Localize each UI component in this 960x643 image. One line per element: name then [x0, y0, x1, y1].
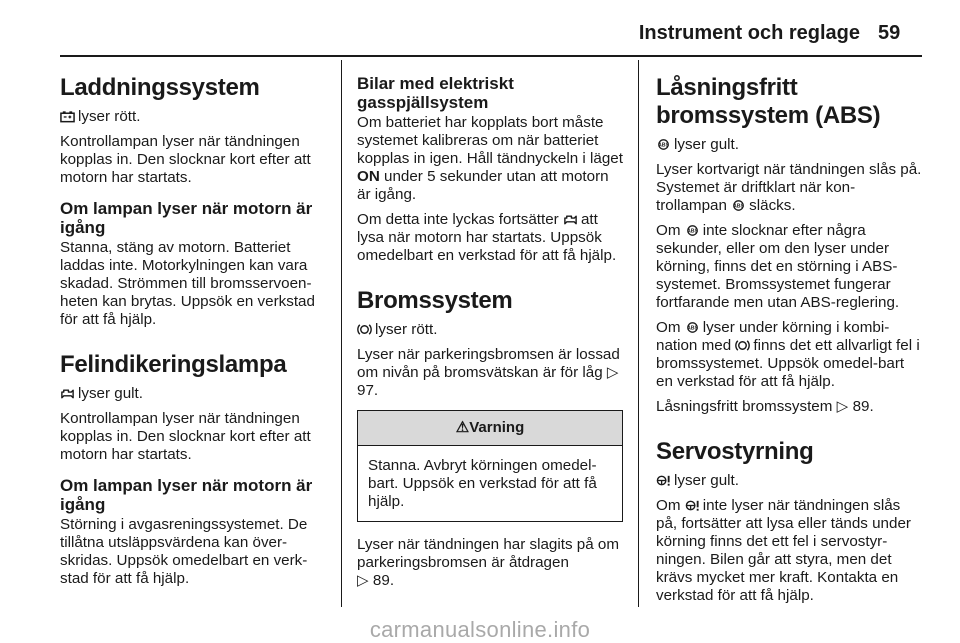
text: lyser gult.	[674, 136, 739, 153]
column-divider-2	[638, 60, 639, 607]
text: finns det ett allvarligt fel i bromssystemet. Uppsök omedel-bart en verkstad för att få hjälp.	[656, 337, 920, 390]
warning-triangle-icon: ⚠	[455, 419, 470, 436]
column-3	[656, 74, 924, 612]
text: släcks.	[749, 197, 796, 214]
paragraph: Störning i avgasreningssystemet. De tillåtna utsläppsvärdena kan över-skridas. Uppsök omedelbart en verk-stad för att få hjälp.	[60, 516, 308, 587]
reference-arrow-icon: ▷	[836, 398, 849, 415]
warning-header	[358, 411, 622, 446]
paragraph	[656, 398, 924, 416]
steering-icon	[656, 474, 671, 487]
text: Om	[656, 497, 681, 514]
abs-icon	[656, 138, 671, 151]
warning-text: Stanna. Avbryt körningen omedel-bart. Uppsök en verkstad för att få hjälp.	[368, 457, 597, 510]
heading-charging-system: Laddningssystem	[60, 74, 260, 101]
watermark: carmanualsonline.info	[369, 617, 591, 642]
svg-text:ABS: ABS	[686, 228, 698, 235]
heading-malfunction-lamp: Felindikeringslampa	[60, 351, 287, 378]
paragraph: Kontrollampan lyser när tändningen kopplas in. Den slocknar kort efter att motorn har startats.	[60, 410, 311, 463]
paragraph	[656, 136, 924, 154]
text: Lyser när parkeringsbromsen är lossad om nivån på bromsvätskan är för låg	[357, 346, 620, 381]
svg-text:ABS: ABS	[733, 203, 745, 210]
text: Om	[656, 222, 681, 239]
text: att lysa när motorn har startats. Uppsök omedelbart en verkstad för att få hjälp.	[357, 211, 617, 264]
text: Lyser när tändningen har slagits på om parkeringsbromsen är åtdragen	[357, 536, 619, 571]
text: lyser under körning i kombi-nation med	[656, 319, 890, 354]
abs-icon	[731, 199, 746, 212]
text: Om detta inte lyckas fortsätter	[357, 211, 559, 228]
paragraph	[656, 222, 924, 312]
text: Lyser kortvarigt när tändningen slås på. Systemet är driftklart när kon-trollampan	[656, 161, 922, 214]
paragraph	[357, 536, 623, 590]
svg-text:ABS: ABS	[658, 142, 669, 149]
key-position: ON	[357, 168, 380, 185]
paragraph: Stanna, stäng av motorn. Batteriet laddas inte. Motorkylningen kan vara skadad. Strömmen till bromsservoen-heten kan brytas. Uppsök en verkstad för att få hjälp.	[60, 239, 315, 328]
paragraph: Kontrollampan lyser när tändningen kopplas in. Den slocknar kort efter att motorn har startats.	[60, 133, 311, 186]
paragraph	[357, 211, 623, 265]
steering-icon	[685, 499, 700, 512]
heading-brake-system: Bromssystem	[357, 287, 513, 314]
abs-icon	[685, 321, 700, 334]
engine-icon	[60, 387, 75, 400]
page-reference: 89.	[372, 572, 395, 589]
brake-icon	[735, 339, 750, 352]
text: lyser rött.	[375, 321, 438, 338]
battery-icon	[60, 110, 75, 123]
page-header-title: Instrument och reglage	[638, 22, 860, 44]
page-reference: 89.	[852, 398, 874, 415]
paragraph	[357, 321, 623, 339]
subheading: Om lampan lyser när motorn är igång	[60, 199, 313, 237]
text: Om	[656, 319, 681, 336]
paragraph	[656, 497, 924, 605]
paragraph	[656, 161, 924, 215]
text: inte lyser när tändningen slås på, fortsätter att lysa eller tänds under körning finns det ett fel i servostyr-ningen. Bilen går att styra, men det krävs mycket mer kraft. Kontakta en verkstad för att få hjälp.	[656, 497, 911, 604]
page-reference: 97.	[357, 382, 379, 399]
column-2	[357, 74, 623, 597]
engine-icon	[563, 213, 578, 226]
subheading: Om lampan lyser när motorn är igång	[60, 476, 313, 514]
paragraph	[656, 472, 924, 490]
page-number: 59	[878, 22, 901, 44]
heading-abs: Låsningsfritt bromssystem (ABS)	[656, 74, 881, 129]
text: lyser gult.	[78, 385, 143, 402]
text: lyser rött.	[78, 108, 141, 125]
paragraph	[60, 108, 326, 126]
paragraph	[357, 346, 623, 400]
brake-icon	[357, 323, 372, 336]
warning-title: Varning	[469, 419, 525, 436]
paragraph	[357, 114, 623, 204]
text: Om batteriet har kopplats bort måste systemet kalibreras om när batteriet kopplas in igen. Håll tändnyckeln i läget	[357, 114, 623, 167]
reference-arrow-icon: ▷	[606, 364, 619, 381]
text: under 5 sekunder utan att motorn är igång.	[357, 168, 609, 203]
column-1	[60, 74, 326, 595]
column-divider-1	[341, 60, 342, 607]
reference-arrow-icon: ▷	[357, 572, 369, 589]
text: lyser gult.	[674, 472, 739, 489]
paragraph	[60, 385, 326, 403]
svg-text:ABS: ABS	[686, 325, 698, 332]
text: inte slocknar efter några sekunder, eller om den lyser under körning, finns det en störning i ABS-systemet. Bromssystemet fungerar fortfarande men utan ABS-reglering.	[656, 222, 900, 311]
subheading: Bilar med elektriskt gasspjällsystem	[357, 74, 514, 112]
warning-box	[357, 410, 623, 522]
abs-icon	[685, 224, 700, 237]
heading-power-steering: Servostyrning	[656, 438, 814, 465]
paragraph	[656, 319, 924, 391]
text: Låsningsfritt bromssystem	[656, 398, 833, 415]
header-rule	[60, 55, 922, 57]
